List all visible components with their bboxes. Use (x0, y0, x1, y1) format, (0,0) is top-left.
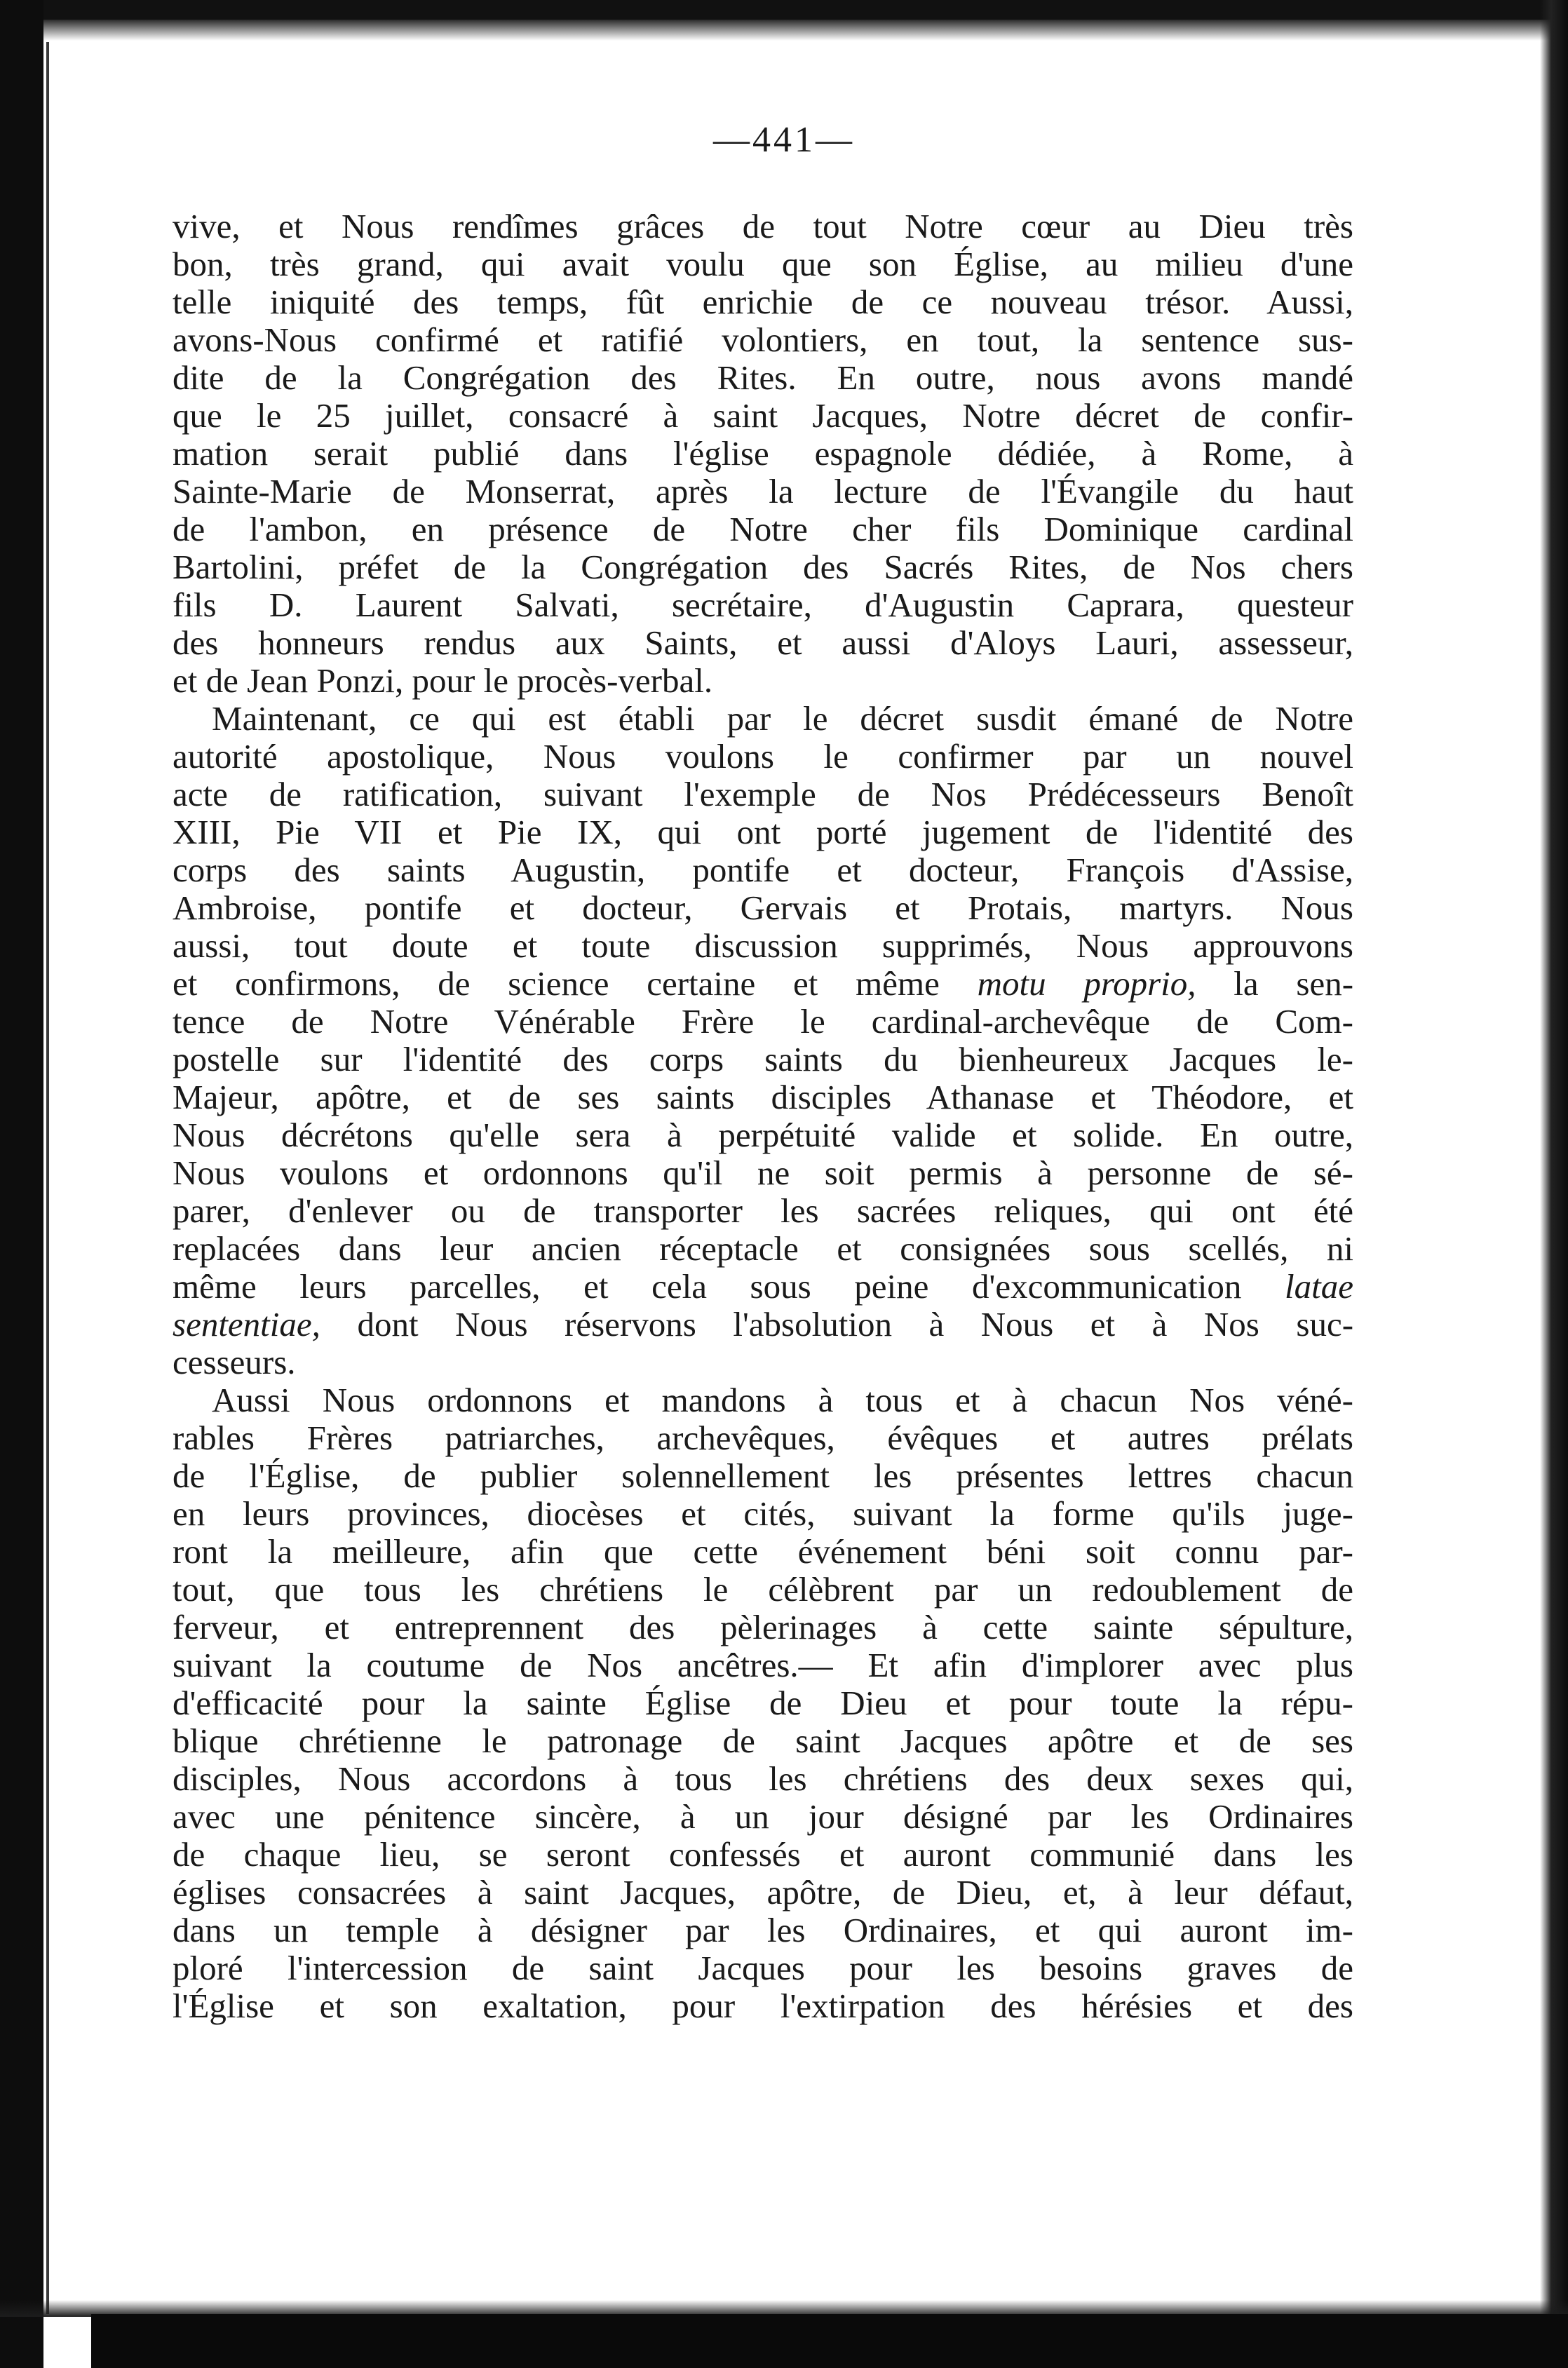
scan-edge-bottom (91, 2314, 1568, 2368)
scan-edge-top (0, 0, 1568, 20)
scan-edge-top-shadow (0, 20, 1568, 41)
text-line: Maintenant, ce qui est établi par le décret susdit émané de Notre (212, 699, 1353, 738)
text-line: rables Frères patriarches, archevêques, évêques et autres prélats (173, 1419, 1353, 1457)
text-line: postelle sur l'identité des corps saints du bienheureux Jacques le- (173, 1040, 1353, 1078)
text-fragment: et confirmons, de science certaine et même (173, 964, 940, 1003)
text-line: parer, d'enlever ou de transporter les sacrées reliques, qui ont été (173, 1191, 1353, 1230)
text-line: et de Jean Ponzi, pour le procès-verbal. (173, 661, 713, 700)
text-line: bon, très grand, qui avait voulu que son Église, au milieu d'une (173, 245, 1353, 283)
text-line: tence de Notre Vénérable Frère le cardinal-archevêque de Com- (173, 1002, 1353, 1041)
text-fragment: dont Nous réservons l'absolution à Nous et à Nos suc- (357, 1305, 1354, 1344)
text-line: vive, et Nous rendîmes grâces de tout Notre cœur au Dieu très (173, 207, 1353, 245)
text-line: dans un temple à désigner par les Ordinaires, et qui auront im- (173, 1911, 1353, 1949)
text-line-with-italic (173, 965, 1353, 1003)
scan-edge-left-line (46, 42, 49, 2314)
text-line: acte de ratification, suivant l'exemple de Nos Prédécesseurs Benoît (173, 775, 1353, 813)
text-line: Sainte-Marie de Monserrat, après la lecture de l'Évangile du haut (173, 472, 1353, 510)
text-line: disciples, Nous accordons à tous les chrétiens des deux sexes qui, (173, 1759, 1353, 1798)
text-line: replacées dans leur ancien réceptacle et consignées sous scellés, ni (173, 1229, 1353, 1268)
text-line: de l'ambon, en présence de Notre cher fils Dominique cardinal (173, 510, 1353, 548)
text-line: avec une pénitence sincère, à un jour désigné par les Ordinaires (173, 1797, 1353, 1836)
text-line: cesseurs. (173, 1343, 296, 1381)
text-line: Aussi Nous ordonnons et mandons à tous et à chacun Nos véné- (212, 1381, 1353, 1419)
text-line: églises consacrées à saint Jacques, apôtre, de Dieu, et, à leur défaut, (173, 1873, 1353, 1912)
text-line: Bartolini, préfet de la Congrégation des Sacrés Rites, de Nos chers (173, 548, 1353, 586)
text-line: tout, que tous les chrétiens le célèbrent par un redoublement de (173, 1570, 1353, 1609)
text-line: Nous voulons et ordonnons qu'il ne soit permis à personne de sé- (173, 1153, 1353, 1192)
text-line: Nous décrétons qu'elle sera à perpétuité valide et solide. En outre, (173, 1116, 1353, 1154)
text-line: telle iniquité des temps, fût enrichie de ce nouveau trésor. Aussi, (173, 283, 1353, 321)
text-line: en leurs provinces, diocèses et cités, suivant la forme qu'ils juge- (173, 1494, 1353, 1533)
italic-phrase: motu proprio, (977, 964, 1196, 1003)
text-line: ploré l'intercession de saint Jacques pour les besoins graves de (173, 1949, 1353, 1987)
text-line: autorité apostolique, Nous voulons le confirmer par un nouvel (173, 737, 1353, 776)
text-line-with-italic (173, 1306, 1353, 1344)
text-line: ront la meilleure, afin que cette événement béni soit connu par- (173, 1532, 1353, 1571)
text-line: d'efficacité pour la sainte Église de Dieu et pour toute la répu- (173, 1684, 1353, 1722)
text-line: mation serait publié dans l'église espagnole dédiée, à Rome, à (173, 434, 1353, 473)
text-line: dite de la Congrégation des Rites. En outre, nous avons mandé (173, 358, 1353, 397)
text-line: que le 25 juillet, consacré à saint Jacques, Notre décret de confir- (173, 396, 1353, 435)
scan-edge-left (0, 0, 43, 2368)
text-line: des honneurs rendus aux Saints, et aussi d'Aloys Lauri, assesseur, (173, 623, 1353, 662)
text-line: aussi, tout doute et toute discussion supprimés, Nous approuvons (173, 926, 1353, 965)
text-line: avons-Nous confirmé et ratifié volontiers, en tout, la sentence sus- (173, 320, 1353, 359)
text-line: XIII, Pie VII et Pie IX, qui ont porté jugement de l'identité des (173, 813, 1353, 851)
text-fragment: la sen- (1234, 964, 1354, 1003)
text-line: de l'Église, de publier solennellement les présentes lettres chacun (173, 1456, 1353, 1495)
page-number: —441— (713, 120, 855, 160)
text-line: ferveur, et entreprennent des pèlerinages à cette sainte sépulture, (173, 1608, 1353, 1646)
text-line: fils D. Laurent Salvati, secrétaire, d'Augustin Caprara, questeur (173, 586, 1353, 624)
body-text (173, 208, 1353, 2025)
italic-phrase: latae (1285, 1267, 1353, 1306)
text-line-with-italic (173, 1268, 1353, 1306)
text-line: l'Église et son exaltation, pour l'extirpation des hérésies et des (173, 1987, 1353, 2025)
text-line: Ambroise, pontife et docteur, Gervais et Protais, martyrs. Nous (173, 888, 1353, 927)
text-line: blique chrétienne le patronage de saint Jacques apôtre et de ses (173, 1721, 1353, 1760)
text-fragment: même leurs parcelles, et cela sous peine d'excommunication (173, 1267, 1242, 1306)
text-line: corps des saints Augustin, pontife et docteur, François d'Assise, (173, 851, 1353, 889)
text-line: Majeur, apôtre, et de ses saints disciples Athanase et Théodore, et (173, 1078, 1353, 1116)
italic-phrase: sententiae, (173, 1305, 320, 1344)
scan-edge-right (1540, 0, 1568, 2368)
text-line: de chaque lieu, se seront confessés et auront communié dans les (173, 1835, 1353, 1874)
text-line: suivant la coutume de Nos ancêtres.— Et afin d'implorer avec plus (173, 1646, 1353, 1684)
